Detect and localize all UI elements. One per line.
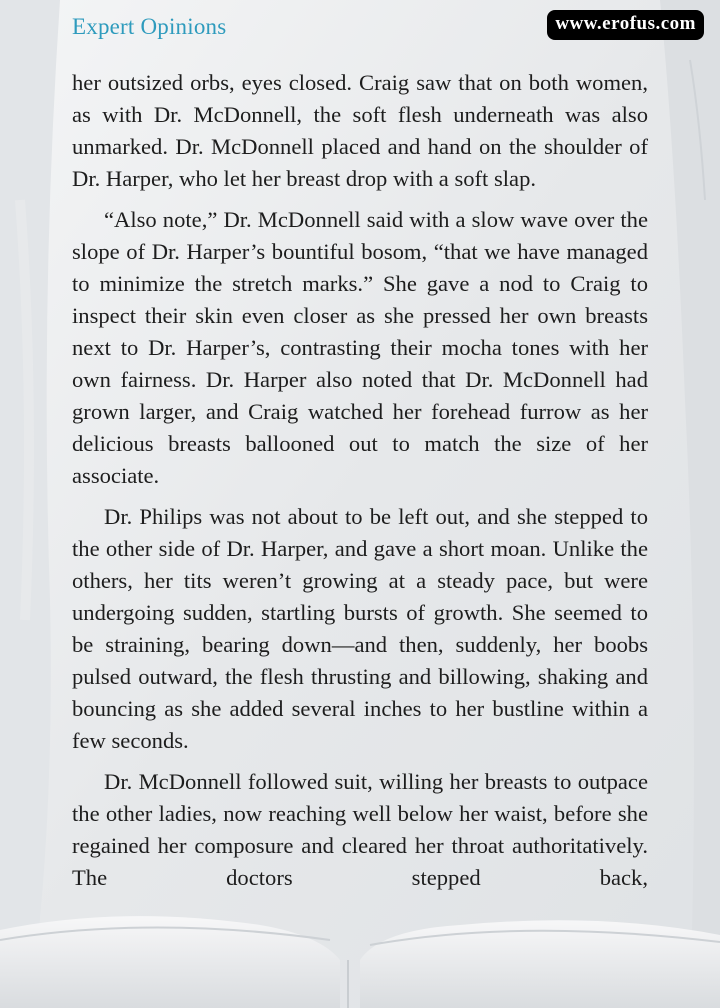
watermark-badge: www.erofus.com: [547, 10, 704, 40]
paragraph-4: Dr. McDonnell followed suit, willing her breasts to outpace the other ladies, now reaching well below her waist, before she regained her composure and cleared her throat authoritatively. The doctors stepped back,: [72, 769, 648, 890]
paragraph-3: Dr. Philips was not about to be left out, and she stepped to the other side of Dr. Harper, and gave a short moan. Unlike the others, her tits weren’t growing at a steady pace, but were undergoing sudden, startling bursts of growth. She seemed to be straining, bearing down—and then, suddenly, her boobs pulsed outward, the flesh thrusting and billowing, shaking and bouncing as she added several inches to her bustline within a few seconds.: [72, 504, 648, 753]
running-header-title: Expert Opinions: [72, 14, 227, 39]
body-text: [72, 67, 648, 894]
paragraph-2: “Also note,” Dr. McDonnell said with a slow wave over the slope of Dr. Harper’s bountiful bosom, “that we have managed to minimize the stretch marks.” She gave a nod to Craig to inspect their skin even closer as she pressed her own breasts next to Dr. Harper’s, contrasting their mocha tones with her own fairness. Dr. Harper also noted that Dr. McDonnell had grown larger, and Craig watched her forehead furrow as her delicious breasts ballooned out to match the size of her associate.: [72, 207, 648, 488]
paragraph-1: her outsized orbs, eyes closed. Craig saw that on both women, as with Dr. McDonnell, the soft flesh underneath was also unmarked. Dr. McDonnell placed and hand on the shoulder of Dr. Harper, who let her breast drop with a soft slap.: [72, 70, 648, 191]
